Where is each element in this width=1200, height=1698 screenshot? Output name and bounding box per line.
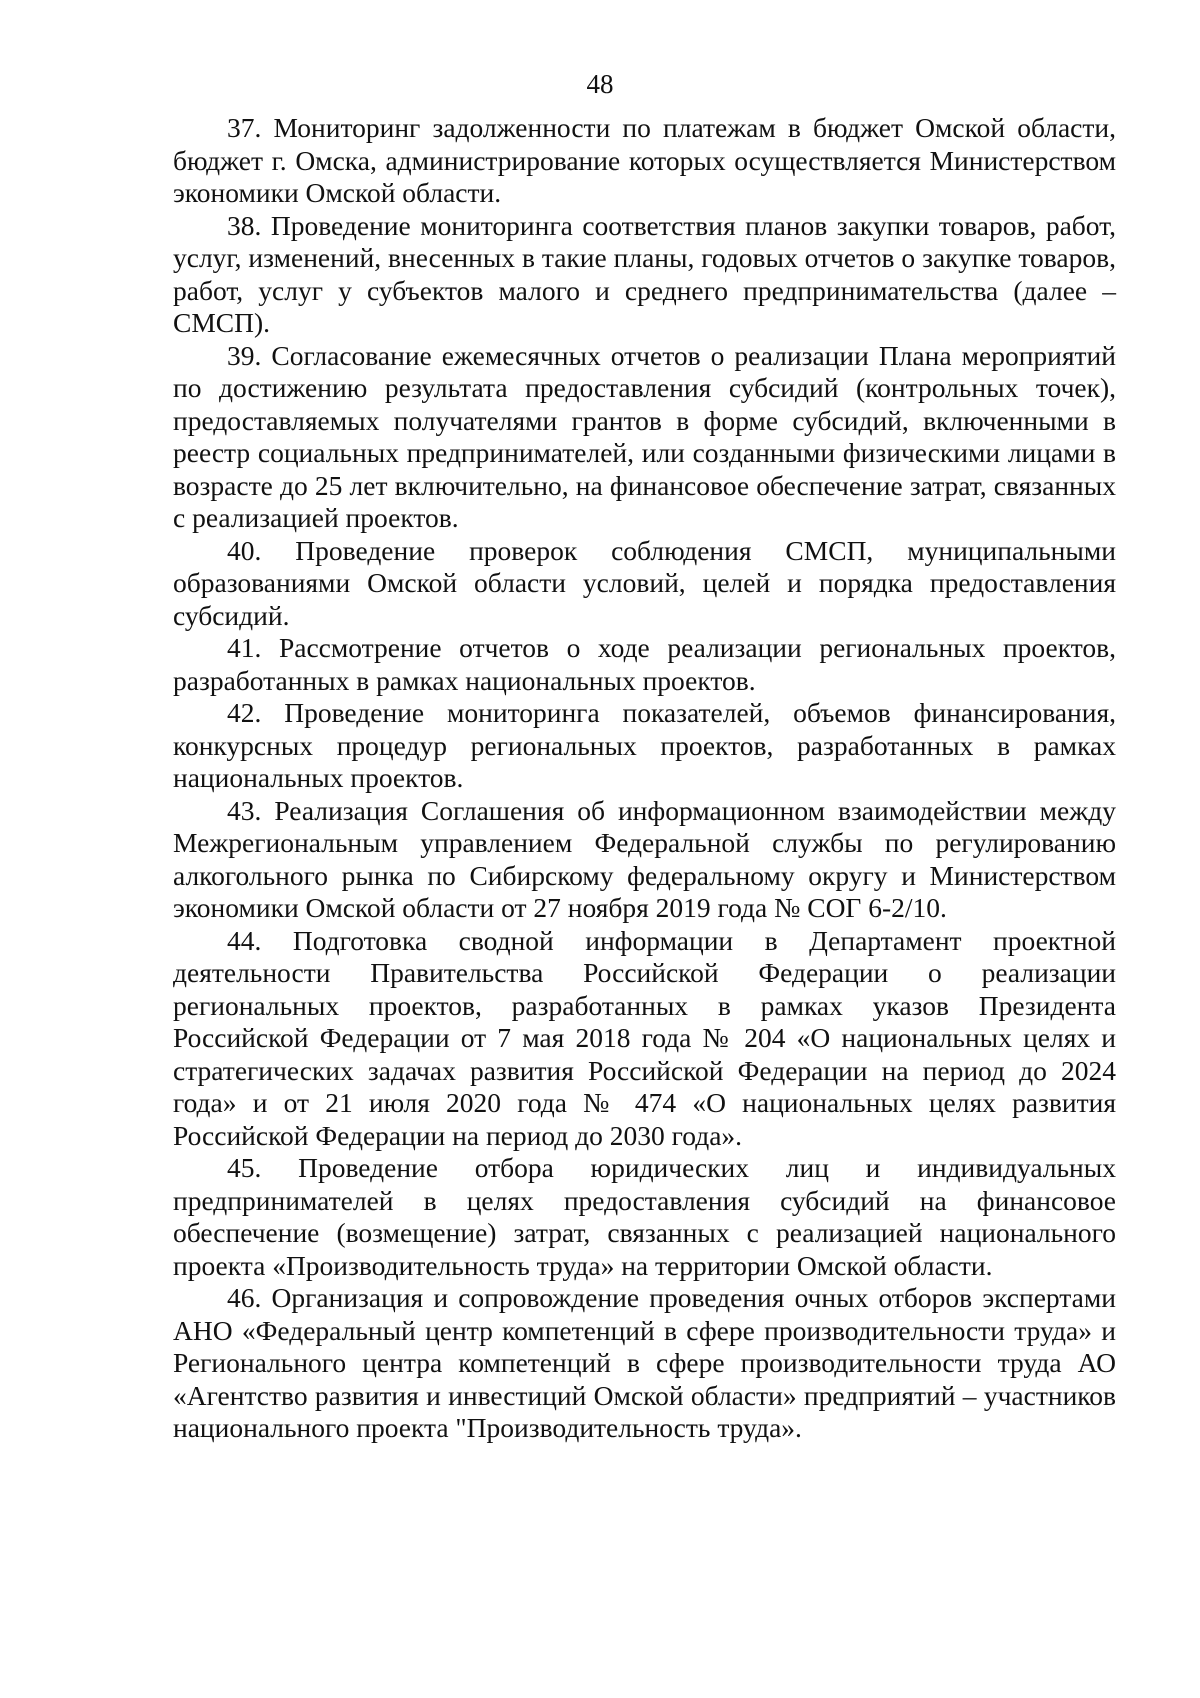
paragraph-item-42: 42. Проведение мониторинга показателей, объемов финансирования, конкурсных процедур региональных проектов, разработанных в рамках национальных проектов. <box>173 697 1116 793</box>
page-number: 48 <box>586 69 614 99</box>
paragraph-item-38: 38. Проведение мониторинга соответствия планов закупки товаров, работ, услуг, изменений, внесенных в такие планы, годовых отчетов о закупке товаров, работ, услуг у субъектов малого и среднего предпринимательства (далее – СМСП). <box>173 209 1116 338</box>
paragraph-item-40: 40. Проведение проверок соблюдения СМСП, муниципальными образованиями Омской области условий, целей и порядка предоставления субсидий. <box>173 534 1116 631</box>
paragraph-item-39: 39. Согласование ежемесячных отчетов о реализации Плана мероприятий по достижению результата предоставления субсидий (контрольных точек), предоставляемых получателями грантов в форме субсидий, включенными в реестр социальных предпринимателей, или созданными физическими лицами в возрасте до 25 лет включительно, на финансовое обеспечение затрат, связанных с реализацией проектов. <box>173 339 1116 533</box>
paragraph-item-44: 44. Подготовка сводной информации в Департамент проектной деятельности Правительства Российской Федерации о реализации региональных проектов, разработанных в рамках указов Президента Российской Федерации от 7 мая 2018 года № 204 «О национальных целях и стратегических задачах развития Российской Федерации на период до 2024 года» и от 21 июля 2020 года № 474 «О национальных целях развития Российской Федерации на период до 2030 года». <box>173 924 1116 1151</box>
paragraph-item-45: 45. Проведение отбора юридических лиц и индивидуальных предпринимателей в целях предоставления субсидий на финансовое обеспечение (возмещение) затрат, связанных с реализацией национального проекта «Производительность труда» на территории Омской области. <box>173 1152 1116 1281</box>
paragraph-item-43: 43. Реализация Соглашения об информационном взаимодействии между Межрегиональным управлением Федеральной службы по регулированию алкогольного рынка по Сибирскому федеральному округу и Министерством экономики Омской области от 27 ноября 2019 года № СОГ 6-2/10. <box>173 794 1116 923</box>
document-body <box>173 112 1116 1445</box>
paragraph-item-41: 41. Рассмотрение отчетов о ходе реализации региональных проектов, разработанных в рамках национальных проектов. <box>173 632 1116 696</box>
paragraph-item-37: 37. Мониторинг задолженности по платежам в бюджет Омской области, бюджет г. Омска, администрирование которых осуществляется Министерством экономики Омской области. <box>173 112 1116 208</box>
paragraph-item-46: 46. Организация и сопровождение проведения очных отборов экспертами АНО «Федеральный центр компетенций в сфере производительности труда» и Регионального центра компетенций в сфере производительности труда АО «Агентство развития и инвестиций Омской области» предприятий – участников национального проекта "Производительность труда». <box>173 1282 1116 1443</box>
